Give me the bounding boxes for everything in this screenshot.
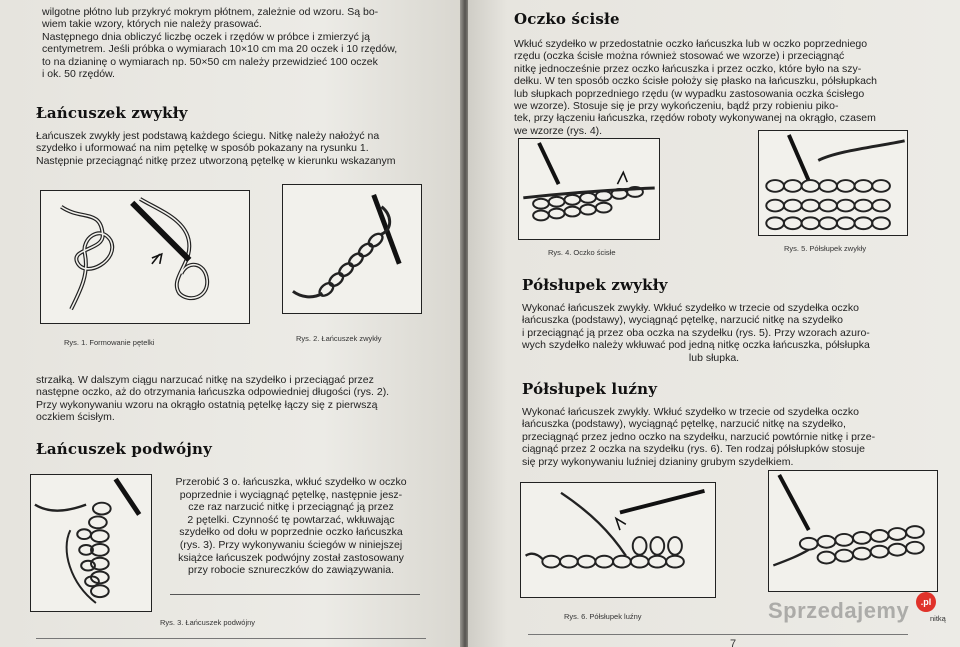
section5-line: przeciągnąć przez jedno oczko na szydełku, narzucić powtórnie nitkę i prze- bbox=[522, 430, 876, 443]
figure-6-caption: Rys. 6. Półsłupek luźny bbox=[564, 612, 642, 621]
section-title-lancuszek-zwykly: Łańcuszek zwykły bbox=[36, 104, 188, 122]
section2-line: 2 pętelki. Czynność tę powtarzać, wkłuwając bbox=[187, 513, 395, 526]
watermark-badge: .pl bbox=[916, 592, 936, 612]
section1-cont-line: strzałką. W dalszym ciągu narzucać nitkę na szydełko i przeciągać przez bbox=[36, 374, 374, 386]
intro-line: wiem takie wzory, których nie należy prasować. bbox=[42, 18, 262, 31]
section5-line: Wykonać łańcuszek zwykły. Wkłuć szydełko w trzecie od szydełka oczko bbox=[522, 406, 859, 418]
section3-line: tek, przy łączeniu łańcuszka, rzędów roboty wykonywanej na okrągło, czasem bbox=[514, 112, 876, 125]
section3-line: rzędu (oczka ścisłe można również stosować we wzorze) i przeciągnąć bbox=[514, 50, 845, 63]
bottom-rule-left bbox=[36, 638, 426, 639]
section1-continued-paragraph bbox=[36, 374, 422, 424]
intro-line: i ok. 50 rzędów. bbox=[42, 68, 115, 81]
section-title-lancuszek-podwojny: Łańcuszek podwójny bbox=[36, 440, 212, 458]
section3-line: lub słupkach poprzedniego rzędu (w wypadku zastosowania oczka ścisłego bbox=[514, 87, 865, 100]
section1-cont-line: Przy wykonywaniu wzoru na okrągło ostatnią pętelkę łączy się z pierwszą bbox=[36, 398, 378, 411]
section1-paragraph bbox=[36, 130, 422, 167]
page-number: 7 bbox=[730, 638, 737, 647]
section5-line: się przy wykonywaniu luźniej dzianiny grubym szydełkiem. bbox=[522, 455, 794, 468]
left-page bbox=[0, 0, 462, 647]
section3-line: we wzorze). Stosuje się je przy wykończeniu, bądź przy robieniu piko- bbox=[514, 100, 839, 113]
figure-2-chain bbox=[282, 184, 422, 314]
figure-1-forming-loop bbox=[40, 190, 250, 324]
figure-3-double-chain bbox=[30, 474, 152, 612]
figure-5-half-double bbox=[758, 130, 908, 236]
section3-line: we wzorze (rys. 4). bbox=[514, 124, 603, 137]
section4-line: lub słupka. bbox=[688, 351, 740, 364]
section3-line: Wkłuć szydełko w przedostatnie oczko łańcuszka lub w oczko poprzedniego bbox=[514, 38, 868, 50]
section5-line: łańcuszka (podstawy), wyciągnąć pętelkę, narzucić nitkę na szydełko, bbox=[522, 418, 846, 431]
figure-3-caption: Rys. 3. Łańcuszek podwójny bbox=[160, 618, 256, 627]
section-title-polslupek-luzny: Półsłupek luźny bbox=[522, 380, 658, 398]
section2-paragraph bbox=[160, 476, 422, 577]
section3-line: nitkę jednocześnie przez oczko łańcuszka i przez oczko, które było na szy- bbox=[514, 62, 862, 75]
section2-line: poprzednie i wyciągnąć pętelkę, następnie jesz- bbox=[179, 488, 403, 501]
intro-line: wilgotne płótno lub przykryć mokrym płótnem, zależnie od wzoru. Są bo- bbox=[42, 6, 379, 18]
section5-line: ciągnąć przez 2 oczka na szydełku (rys. 6). Ten rodzaj półsłupków stosuje bbox=[522, 443, 865, 456]
section-title-oczko-scisle: Oczko ścisłe bbox=[514, 10, 620, 28]
section1-cont-line: następne oczko, aż do otrzymania łańcuszka odpowiedniej długości (rys. 2). bbox=[36, 386, 390, 399]
section-title-polslupek-zwykly: Półsłupek zwykły bbox=[522, 276, 668, 294]
section1-cont-line: oczkiem ścisłym. bbox=[36, 411, 115, 424]
section3-paragraph bbox=[514, 38, 902, 137]
section4-line: łańcuszka (podstawy), wyciągnąć pętelkę, narzucić nitkę na szydełko bbox=[522, 314, 843, 327]
intro-paragraph bbox=[42, 6, 422, 80]
section2-line: szydełko od dołu w poprzednie oczko łańcuszka bbox=[179, 526, 403, 539]
figure-7-caption-partial: nitką bbox=[930, 614, 946, 623]
figure-4-slip-stitch bbox=[518, 138, 660, 240]
section2-line: przy robocie sznureczków do zawiązywania. bbox=[187, 564, 394, 577]
section4-line: i przeciągnąć ją przez oba oczka na szydełku (rys. 5). Przy wzorach azuro- bbox=[522, 326, 870, 339]
figure-1-caption: Rys. 1. Formowanie pętelki bbox=[64, 338, 155, 347]
section4-line: wych szydełko należy wkłuwać pod jedną nitkę oczka łańcuszka, półsłupka bbox=[522, 339, 870, 352]
blank-rule bbox=[170, 594, 420, 595]
section5-paragraph bbox=[522, 406, 910, 468]
section1-line: Łańcuszek zwykły jest podstawą każdego ściegu. Nitkę należy nałożyć na bbox=[36, 130, 380, 142]
figure-4-caption: Rys. 4. Oczko ścisłe bbox=[548, 248, 616, 257]
right-page bbox=[468, 0, 960, 647]
figure-7-partial bbox=[768, 470, 938, 592]
intro-line: Następnego dnia obliczyć liczbę oczek i rzędów w próbce i zmierzyć ją bbox=[42, 30, 370, 43]
section2-line: (rys. 3). Przy wykonywaniu ściegów w niniejszej bbox=[179, 538, 403, 551]
section2-line: książce łańcuszek podwójny został zastosowany bbox=[178, 551, 404, 564]
watermark-text: Sprzedajemy bbox=[768, 598, 910, 623]
section4-line: Wykonać łańcuszek zwykły. Wkłuć szydełko w trzecie od szydełka oczko bbox=[522, 302, 859, 314]
section1-line: Następnie przeciągnąć nitkę przez utworzoną pętelkę w kierunku wskazanym bbox=[36, 154, 396, 167]
section4-paragraph bbox=[522, 302, 906, 364]
intro-line: centymetrem. Jeśli próbka o wymiarach 10×10 cm ma 20 oczek i 10 rzędów, bbox=[42, 43, 398, 56]
section2-line: Przerobić 3 o. łańcuszka, wkłuć szydełko w oczko bbox=[175, 476, 407, 488]
figure-2-caption: Rys. 2. Łańcuszek zwykły bbox=[296, 334, 382, 343]
section3-line: dełku. W ten sposób oczko ścisłe położy się płasko na łańcuszku, półsłupkach bbox=[514, 75, 878, 88]
bottom-rule-right bbox=[528, 634, 908, 635]
figure-6-loose-half-double bbox=[520, 482, 716, 598]
figure-5-caption: Rys. 5. Półsłupek zwykły bbox=[784, 244, 867, 253]
section2-line: cze raz narzucić nitkę i przeciągnąć ją przez bbox=[188, 501, 394, 514]
intro-line: to na dzianinę o wymiarach np. 50×50 cm należy przewidzieć 100 oczek bbox=[42, 55, 378, 68]
section1-line: szydełko i uformować na nim pętelkę w sposób pokazany na rysunku 1. bbox=[36, 142, 369, 155]
